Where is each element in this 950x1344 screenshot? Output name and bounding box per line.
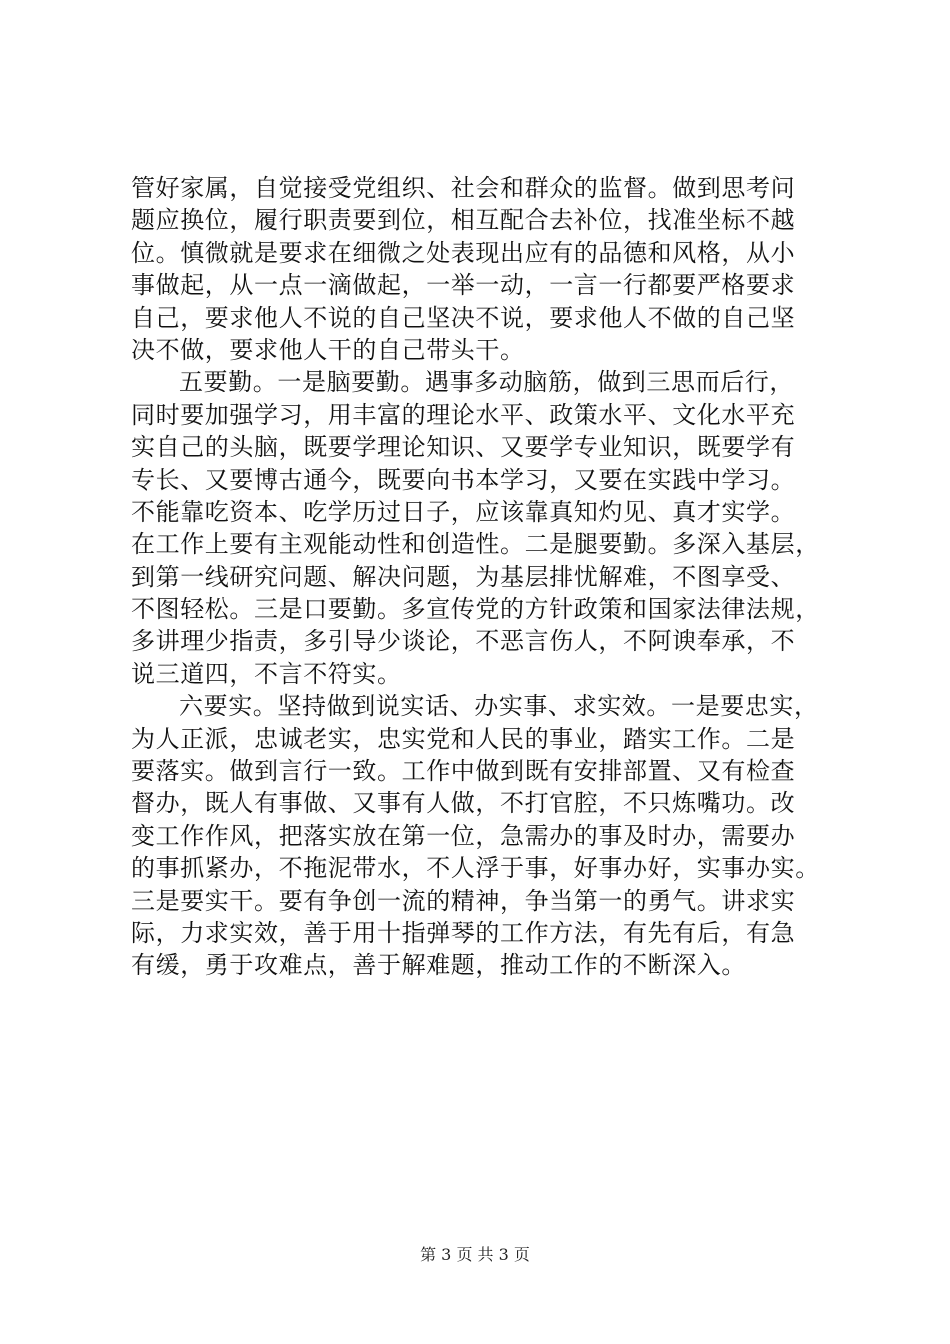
text-line: 决不做，要求他人干的自己带头干。 xyxy=(131,335,525,364)
text-line: 三是要实干。要有争创一流的精神，争当第一的勇气。讲求实 xyxy=(131,886,796,915)
text-line: 在工作上要有主观能动性和创造性。二是腿要勤。多深入基层， xyxy=(131,530,820,559)
text-line: 的事抓紧办，不拖泥带水，不人浮于事，好事办好，实事办实。 xyxy=(131,854,820,883)
text-line: 自己，要求他人不说的自己坚决不说，要求他人不做的自己坚 xyxy=(131,303,796,332)
text-line: 位。慎微就是要求在细微之处表现出应有的品德和风格，从小 xyxy=(131,238,796,267)
text-line: 事做起，从一点一滴做起，一举一动，一言一行都要严格要求 xyxy=(131,271,796,300)
text-line: 多讲理少指责，多引导少谈论，不恶言伤人，不阿谀奉承，不 xyxy=(131,627,796,656)
text-line: 督办，既人有事做、又事有人做，不打官腔，不只炼嘴功。改 xyxy=(131,789,796,818)
page-footer xyxy=(0,1245,950,1265)
page-number-label: 第 3 页 共 3 页 xyxy=(420,1245,530,1264)
text-line: 实自己的头脑，既要学理论知识、又要学专业知识，既要学有 xyxy=(131,433,796,462)
text-line: 不能靠吃资本、吃学历过日子，应该靠真知灼见、真才实学。 xyxy=(131,497,796,526)
text-line: 有缓，勇于攻难点，善于解难题，推动工作的不断深入。 xyxy=(131,951,746,980)
paragraph-start-line: 六要实。坚持做到说实话、办实事、求实效。一是要忠实， xyxy=(179,692,819,721)
text-line: 为人正派，忠诚老实，忠实党和人民的事业，踏实工作。二是 xyxy=(131,724,796,753)
text-line: 题应换位，履行职责要到位，相互配合去补位，找准坐标不越 xyxy=(131,206,796,235)
text-line: 同时要加强学习，用丰富的理论水平、政策水平、文化水平充 xyxy=(131,400,796,429)
text-line: 际，力求实效，善于用十指弹琴的工作方法，有先有后，有急 xyxy=(131,918,796,947)
text-line: 管好家属，自觉接受党组织、社会和群众的监督。做到思考问 xyxy=(131,174,796,202)
text-line: 要落实。做到言行一致。工作中做到既有安排部置、又有检查 xyxy=(131,757,796,786)
text-line: 专长、又要博古通今，既要向书本学习，又要在实践中学习。 xyxy=(131,465,796,494)
text-line: 不图轻松。三是口要勤。多宣传党的方针政策和国家法律法规， xyxy=(131,595,820,624)
text-line: 说三道四，不言不符实。 xyxy=(131,659,402,688)
text-line: 变工作作风，把落实放在第一位，急需办的事及时办，需要办 xyxy=(131,821,796,850)
paragraph-start-line: 五要勤。一是脑要勤。遇事多动脑筋，做到三思而后行， xyxy=(179,368,794,397)
text-line: 到第一线研究问题、解决问题，为基层排忧解难，不图享受、 xyxy=(131,562,796,591)
document-body xyxy=(131,172,831,982)
